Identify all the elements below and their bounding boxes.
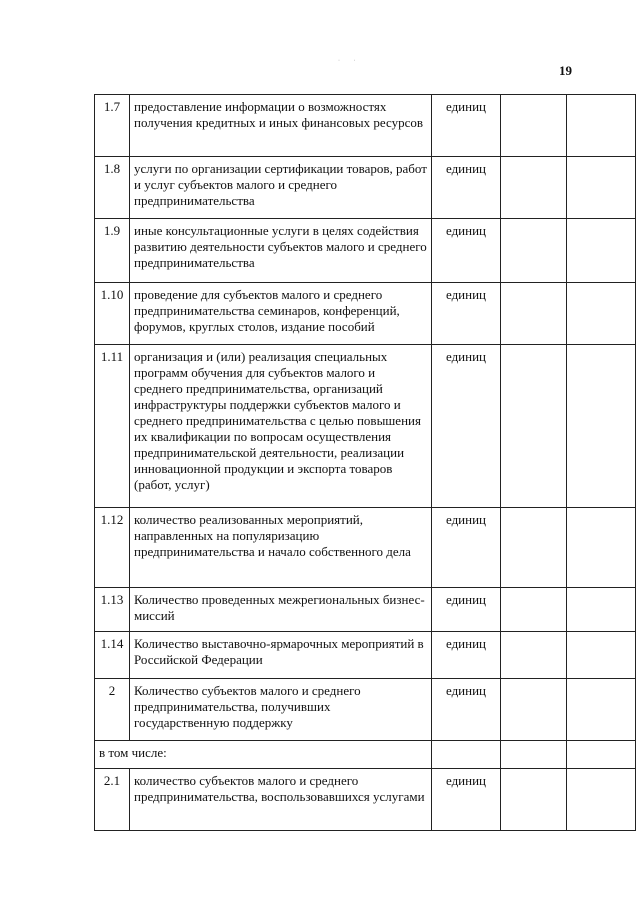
page-number: 19 [559, 63, 572, 78]
row-number: 1.11 [95, 345, 130, 508]
table-row [95, 632, 636, 679]
table-row [95, 95, 636, 157]
subheader-label: в том числе: [95, 741, 432, 769]
table-row [95, 283, 636, 345]
row-name: количество субъектов малого и среднего предпринимательства, воспользовавшихся услугами [130, 769, 432, 831]
row-unit: единиц [432, 345, 501, 508]
row-value-1 [501, 588, 567, 632]
row-value-1 [501, 219, 567, 283]
row-name: иные консультационные услуги в целях содействия развитию деятельности субъектов малого и среднего предпринимательства [130, 219, 432, 283]
row-name: Количество проведенных межрегиональных бизнес-миссий [130, 588, 432, 632]
row-value-1 [501, 632, 567, 679]
row-unit: единиц [432, 632, 501, 679]
scan-specks: · · [338, 58, 362, 64]
table-row [95, 769, 636, 831]
subheader-row [95, 741, 636, 769]
row-value-2 [567, 588, 636, 632]
table-row [95, 588, 636, 632]
row-value-2 [567, 679, 636, 741]
row-value-1 [501, 283, 567, 345]
row-unit: единиц [432, 283, 501, 345]
table-row [95, 219, 636, 283]
row-unit: единиц [432, 95, 501, 157]
row-unit: единиц [432, 508, 501, 588]
row-number: 1.10 [95, 283, 130, 345]
row-value-2 [567, 508, 636, 588]
row-value-2 [567, 157, 636, 219]
row-name: услуги по организации сертификации товаров, работ и услуг субъектов малого и среднего предпринимательства [130, 157, 432, 219]
row-value-1 [501, 157, 567, 219]
row-unit: единиц [432, 588, 501, 632]
row-value-2 [567, 741, 636, 769]
row-unit: единиц [432, 219, 501, 283]
row-number: 2.1 [95, 769, 130, 831]
row-number: 1.7 [95, 95, 130, 157]
table-row [95, 157, 636, 219]
row-value-2 [567, 345, 636, 508]
row-value-2 [567, 95, 636, 157]
row-name: Количество выставочно-ярмарочных мероприятий в Российской Федерации [130, 632, 432, 679]
row-value-1 [501, 95, 567, 157]
indicators-table [94, 94, 636, 831]
row-number: 2 [95, 679, 130, 741]
row-name: организация и (или) реализация специальных программ обучения для субъектов малого и среднего предпринимательства, организаций инфраструктуры поддержки субъектов малого и среднего предпринимательства с целью повышения их квалификации по вопросам осуществления предпринимательской деятельности, реализации инновационной продукции и экспорта товаров (работ, услуг) [130, 345, 432, 508]
table-row [95, 679, 636, 741]
row-number: 1.12 [95, 508, 130, 588]
row-name: проведение для субъектов малого и среднего предпринимательства семинаров, конференций, форумов, круглых столов, издание пособий [130, 283, 432, 345]
row-name: предоставление информации о возможностях получения кредитных и иных финансовых ресурсов [130, 95, 432, 157]
row-value-1 [501, 345, 567, 508]
table-row [95, 345, 636, 508]
row-value-2 [567, 769, 636, 831]
row-value-1 [501, 508, 567, 588]
row-value-2 [567, 219, 636, 283]
row-unit: единиц [432, 679, 501, 741]
row-value-1 [501, 741, 567, 769]
row-number: 1.13 [95, 588, 130, 632]
row-value-1 [501, 769, 567, 831]
row-name: Количество субъектов малого и среднего предпринимательства, получивших государственную поддержку [130, 679, 432, 741]
row-value-2 [567, 632, 636, 679]
row-value-1 [501, 679, 567, 741]
row-unit: единиц [432, 157, 501, 219]
row-number: 1.8 [95, 157, 130, 219]
table-row [95, 508, 636, 588]
row-number: 1.14 [95, 632, 130, 679]
row-name: количество реализованных мероприятий, направленных на популяризацию предпринимательства и начало собственного дела [130, 508, 432, 588]
row-unit [432, 741, 501, 769]
row-unit: единиц [432, 769, 501, 831]
row-value-2 [567, 283, 636, 345]
row-number: 1.9 [95, 219, 130, 283]
